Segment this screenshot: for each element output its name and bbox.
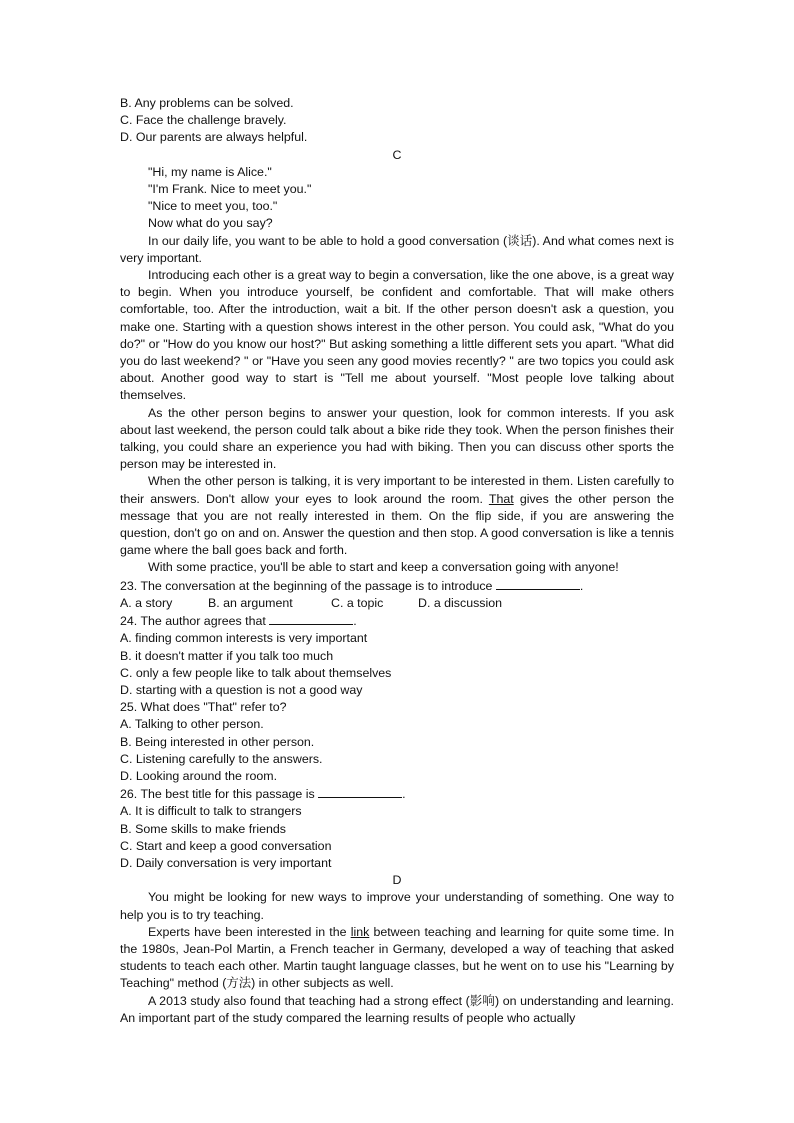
option-b: B. Any problems can be solved. <box>120 96 294 110</box>
option-b: B. an argument <box>208 595 293 610</box>
question-26 <box>120 785 674 872</box>
option-d: D. a discussion <box>418 595 503 610</box>
dialogue-line: "Nice to meet you, too." <box>148 199 278 214</box>
passage-d-paragraph-1: You might be looking for new ways to improve your understanding of something. One way to help you is to try teaching. <box>120 890 674 922</box>
passage-c-paragraph-3: As the other person begins to answer your question, look for common interests. If you ask about last weekend, the person could talk about a bike ride they took. When the person finishes their talking, you could share an experience you had with biking. Then you can discuss other sports the person may be interested in. <box>120 405 674 472</box>
option-a: A. finding common interests is very important <box>120 631 368 646</box>
passage-d-paragraph-3: A 2013 study also found that teaching had a strong effect (影响) on understanding and learning. An important part of the study compared the learning results of people who actually <box>120 993 674 1025</box>
option-a: A. a story <box>120 595 173 610</box>
question-stem: 24. The author agrees that . <box>120 614 357 629</box>
option-c: C. only a few people like to talk about themselves <box>120 665 392 680</box>
option-c: C. Listening carefully to the answers. <box>120 751 323 766</box>
option-a: A. It is difficult to talk to strangers <box>120 804 302 819</box>
passage-c-heading: C <box>392 147 402 162</box>
question-stem: 23. The conversation at the beginning of the passage is to introduce . <box>120 578 584 593</box>
underlined-word-that: That <box>488 491 514 506</box>
passage-c-paragraph-2: Introducing each other is a great way to begin a conversation, like the one above, is a great way to begin. When you introduce yourself, be confident and comfortable. That will make others comfortable, too. After the introduction, wait a bit. If the other person doesn't ask a question, you make one. Starting with a question shows interest in the other person. You could ask, "What do you do?" or "How do you know our host?" But asking something a little different sets you apart. "What did you do last weekend? " or "Have you seen any good movies recently? " are two topics you could ask about. Another good way to start is "Tell me about yourself. "Most people love talking about themselves. <box>120 268 674 403</box>
option-d: D. Looking around the room. <box>120 768 278 783</box>
option-b: B. Some skills to make friends <box>120 821 286 836</box>
question-stem: 26. The best title for this passage is . <box>120 787 406 802</box>
answer-blank <box>496 577 580 590</box>
option-b: B. Being interested in other person. <box>120 734 315 749</box>
option-a: A. Talking to other person. <box>120 717 264 732</box>
question-options <box>120 595 674 612</box>
paragraph-text: between teaching and learning for quite some time. In the 1980s, Jean-Pol Martin, a French teacher in Germany, developed a way of teaching that asked students to teach each other. Martin taught language classes, but he went on to use his "Learning by Teaching" method (方法) in other subjects as well. <box>120 924 674 991</box>
option-d: D. Daily conversation is very important <box>120 855 332 870</box>
dialogue-line: "Hi, my name is Alice." <box>148 164 272 179</box>
passage-c-paragraph-4 <box>120 473 674 559</box>
option-c: C. Start and keep a good conversation <box>120 838 332 853</box>
paragraph-text: gives the other person the message that you are not really interested in them. On the flip side, if you are answering the question, don't go on and on. Answer the question and then stop. A good conversation is like a tennis game where the ball goes back and forth. <box>120 491 675 558</box>
option-d: D. starting with a question is not a good way <box>120 682 363 697</box>
passage-d-heading: D <box>392 873 402 888</box>
paragraph-text: When the other person is talking, it is very important to be interested in them. Listen carefully to their answers. Don't allow your eyes to look around the room. <box>120 474 674 506</box>
option-b: B. it doesn't matter if you talk too much <box>120 648 334 663</box>
question-23 <box>120 577 674 612</box>
passage-d-paragraph-2 <box>120 924 674 993</box>
option-c: C. Face the challenge bravely. <box>120 113 287 128</box>
exam-page <box>120 95 674 1027</box>
passage-c-paragraph-1: In our daily life, you want to be able to hold a good conversation (谈话). And what comes next is very important. <box>120 233 674 265</box>
passage-c-paragraph-5: With some practice, you'll be able to start and keep a conversation going with anyone! <box>148 560 619 575</box>
previous-question-options <box>120 95 674 147</box>
question-24 <box>120 612 674 699</box>
option-c: C. a topic <box>331 595 384 610</box>
answer-blank <box>318 785 402 798</box>
paragraph-text: Experts have been interested in the <box>148 924 351 939</box>
option-d: D. Our parents are always helpful. <box>120 130 308 145</box>
question-25 <box>120 699 674 785</box>
passage-c-dialogue <box>120 164 674 233</box>
underlined-word-link: link <box>350 924 370 939</box>
dialogue-line: Now what do you say? <box>148 216 273 231</box>
question-stem: 25. What does "That" refer to? <box>120 700 287 715</box>
answer-blank <box>269 612 353 625</box>
dialogue-line: "I'm Frank. Nice to meet you." <box>148 182 312 197</box>
